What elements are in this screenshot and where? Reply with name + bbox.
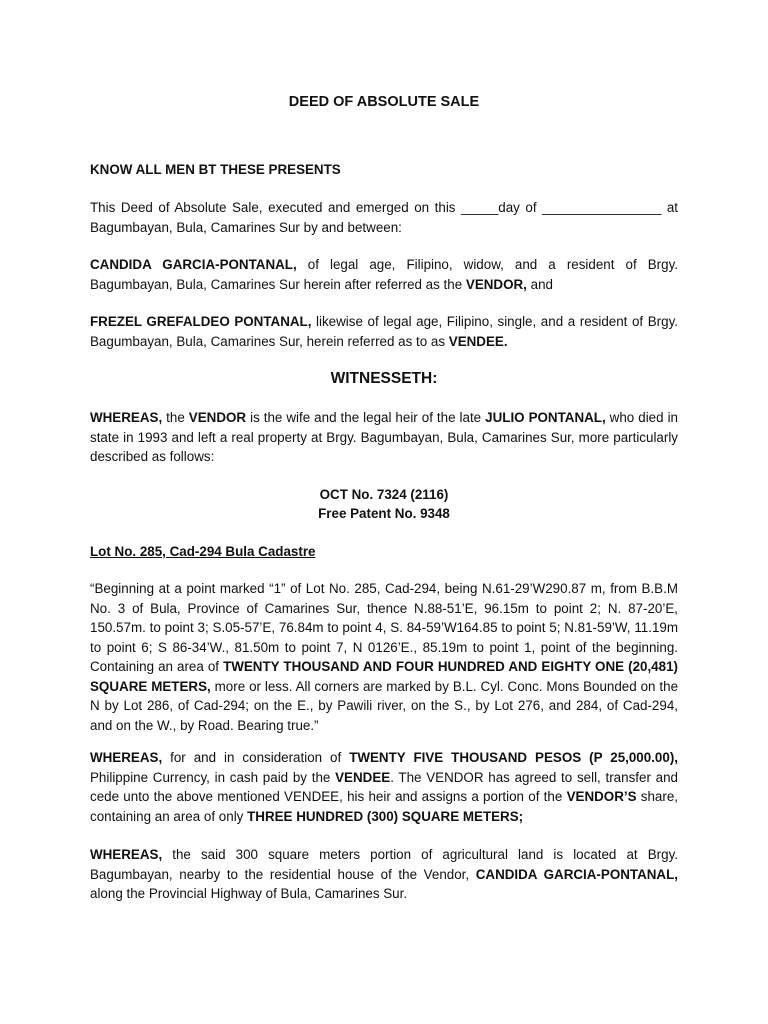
whereas-2-text-1: for and in consideration of <box>162 750 350 765</box>
vendor-role: VENDOR, <box>465 276 527 292</box>
whereas-2-text-3: . The VENDOR has agreed to sell, transfer and cede unto the above mentioned VENDEE, his heir and assigns a portion of the <box>90 769 678 804</box>
whereas-2-amount: TWENTY FIVE THOUSAND PESOS (P 25,000.00), <box>349 750 678 765</box>
whereas-1-text-2: is the wife and the legal heir of the late <box>246 410 486 425</box>
vendee-paragraph <box>90 312 678 351</box>
whereas-1-vendor: VENDOR <box>188 410 247 425</box>
vendor-name: CANDIDA GARCIA-PONTANAL, <box>90 257 297 272</box>
vendee-text-1: likewise of legal age, Filipino, single, and a resident of Brgy. Bagumbayan, Bula, Camarines Sur, herein referred as to as <box>90 314 679 349</box>
whereas-2-vendee: VENDEE <box>335 769 391 785</box>
day-blank: _____ <box>461 200 499 215</box>
vendee-name: FREZEL GREFALDEO PONTANAL, <box>90 314 312 329</box>
whereas-paragraph-1 <box>90 408 678 467</box>
intro-paragraph <box>90 198 678 237</box>
description-area: TWENTY THOUSAND AND FOUR HUNDRED AND EIGHTY ONE (20,481) SQUARE METERS, <box>90 659 678 694</box>
whereas-3-text-2: along the Provincial Highway of Bula, Camarines Sur. <box>90 886 408 901</box>
know-all-text: KNOW ALL MEN BT THESE PRESENTS <box>90 162 341 177</box>
month-blank: ________________ <box>542 200 662 215</box>
whereas-2-text-4: share, containing an area of only <box>90 789 679 824</box>
whereas-1-text-1: the <box>162 410 189 425</box>
lot-description <box>90 579 678 735</box>
intro-text-1: This Deed of Absolute Sale, executed and emerged on this <box>90 200 462 215</box>
oct-text: OCT No. 7324 (2116) <box>319 487 449 502</box>
description-text-1: “Beginning at a point marked “1” of Lot No. 285, Cad-294, being N.61-29’W290.87 m, from B.B.M No. 3 of Bula, Province of Camarines Sur, thence N.88-51’E, 96.15m to point 2; N. 87-20’E, 150.57m. to point 3; S.05-57’E, 76.84m to point 4, S. 84-59’W164.85 to point 5; N.81-59’W, 11.19m to point 6; S 86-34’W., 81.50m to point 7, N 0126’E., 85.19m to point 1, point of the beginning. Containing an area of <box>90 581 678 674</box>
witnesseth-heading: WITNESSETH: <box>330 370 438 387</box>
lot-heading <box>90 542 678 562</box>
vendee-role: VENDEE. <box>448 333 508 349</box>
intro-text-3: at Bagumbayan, Bula, Camarines Sur by and between: <box>90 200 678 235</box>
oct-number <box>90 485 678 505</box>
whereas-1-label: WHEREAS, <box>90 410 163 425</box>
document-title: DEED OF ABSOLUTE SALE <box>288 94 480 110</box>
lot-text: Lot No. 285, Cad-294 Bula Cadastre <box>90 544 316 559</box>
whereas-3-label: WHEREAS, <box>90 847 163 862</box>
vendor-text-1: of legal age, Filipino, widow, and a resident of Brgy. Bagumbayan, Bula, Camarines Sur herein after referred as the <box>90 257 678 292</box>
whereas-paragraph-2 <box>90 748 678 826</box>
whereas-3-vendor-name: CANDIDA GARCIA-PONTANAL, <box>475 866 678 882</box>
vendor-text-2: and <box>526 276 553 292</box>
patent-text: Free Patent No. 9348 <box>318 506 450 521</box>
intro-text-2: day of <box>498 200 543 215</box>
whereas-2-label: WHEREAS, <box>90 750 163 765</box>
whereas-3-text-1: the said 300 square meters portion of agricultural land is located at Brgy. Bagumbayan, nearby to the residential house of the Vendor, <box>90 847 678 882</box>
whereas-paragraph-3 <box>90 845 678 904</box>
vendor-paragraph <box>90 255 678 294</box>
whereas-2-area: THREE HUNDRED (300) SQUARE METERS; <box>247 808 524 824</box>
whereas-2-vendors: VENDOR’S <box>566 789 637 804</box>
description-text-2: more or less. All corners are marked by B.L. Cyl. Conc. Mons Bounded on the N by Lot 286, of Cad-294; on the E., by Pawili river, on the S., by Lot 276, and 284, of Cad-294, and on the W., by Road. Bearing true.” <box>90 678 679 733</box>
whereas-1-text-3: who died in state in 1993 and left a real property at Brgy. Bagumbayan, Bula, Camarines Sur, more particularly described as follows: <box>90 410 678 464</box>
know-all-heading <box>90 160 678 180</box>
patent-number <box>90 504 678 524</box>
whereas-2-text-2: Philippine Currency, in cash paid by the <box>90 769 336 785</box>
whereas-1-deceased: JULIO PONTANAL, <box>485 410 606 425</box>
